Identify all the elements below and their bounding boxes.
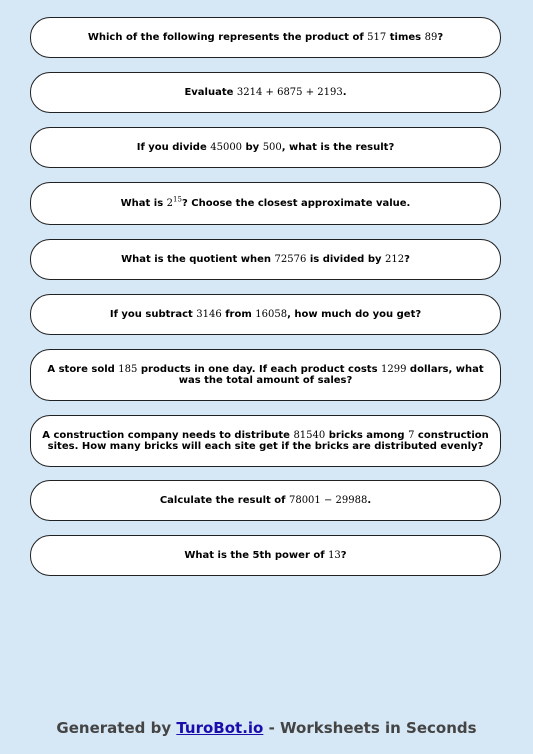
q1-text-c: ? xyxy=(437,32,444,43)
q4-base: 2 xyxy=(166,198,174,209)
q1-number-2: 89 xyxy=(424,32,438,43)
question-7 xyxy=(30,349,501,401)
q1-text-a: Which of the following represents the product of xyxy=(87,32,368,43)
question-9 xyxy=(30,480,501,521)
question-3 xyxy=(30,127,501,168)
question-2 xyxy=(30,72,501,113)
q10-text-c: ? xyxy=(340,550,347,561)
q8-text-a: A construction company needs to distribute xyxy=(42,430,294,441)
q7-text-a: A store sold xyxy=(47,364,119,375)
q5-number-1: 72576 xyxy=(274,254,307,265)
q9-text-c: . xyxy=(367,495,372,506)
q8-number-1: 81540 xyxy=(293,430,326,441)
q6-number-2: 16058 xyxy=(255,309,288,320)
q6-text-b: from xyxy=(221,309,256,320)
q6-text-c: , how much do you get? xyxy=(287,309,422,320)
question-4 xyxy=(30,182,501,225)
question-6 xyxy=(30,294,501,335)
q7-text-c: dollars, what was the total amount of sales? xyxy=(178,364,484,386)
q3-number-2: 500 xyxy=(262,142,282,153)
q4-exponent: 15 xyxy=(173,195,182,204)
q4-text-c: ? Choose the closest approximate value. xyxy=(181,198,411,209)
turobot-link[interactable]: TuroBot.io xyxy=(176,719,264,737)
q6-text-a: If you subtract xyxy=(109,309,197,320)
q10-text-a: What is the 5th power of xyxy=(184,550,329,561)
q7-number-2: 1299 xyxy=(381,364,407,375)
q2-text-a: Evaluate xyxy=(184,87,237,98)
question-1 xyxy=(30,17,501,58)
q2-expression: 3214 + 6875 + 2193 xyxy=(236,87,343,98)
q3-text-a: If you divide xyxy=(136,142,211,153)
q5-number-2: 212 xyxy=(384,254,405,265)
q7-text-b: products in one day. If each product costs xyxy=(137,364,381,375)
question-10 xyxy=(30,535,501,576)
q1-text-b: times xyxy=(386,32,425,43)
q2-text-c: . xyxy=(342,87,347,98)
q3-number-1: 45000 xyxy=(210,142,243,153)
q1-number-1: 517 xyxy=(367,32,387,43)
q9-text-a: Calculate the result of xyxy=(159,495,289,506)
q5-text-b: is divided by xyxy=(306,254,385,265)
q9-expression: 78001 − 29988 xyxy=(288,495,368,506)
q5-text-a: What is the quotient when xyxy=(121,254,275,265)
q8-number-2: 7 xyxy=(408,430,415,441)
q5-text-c: ? xyxy=(404,254,410,265)
q3-text-b: by xyxy=(242,142,263,153)
q6-number-1: 3146 xyxy=(196,309,222,320)
question-5 xyxy=(30,239,501,280)
question-8 xyxy=(30,415,501,467)
footer-suffix: - Worksheets in Seconds xyxy=(263,719,477,737)
q8-text-b: bricks among xyxy=(325,430,409,441)
q4-text-a: What is xyxy=(120,198,167,209)
footer xyxy=(0,719,533,737)
q8-text-c: construction sites. How many bricks will each site get if the bricks are distributed evenly? xyxy=(47,430,489,452)
q10-number-1: 13 xyxy=(328,550,341,561)
q3-text-c: , what is the result? xyxy=(281,142,395,153)
q7-number-1: 185 xyxy=(118,364,138,375)
footer-prefix: Generated by xyxy=(56,719,177,737)
